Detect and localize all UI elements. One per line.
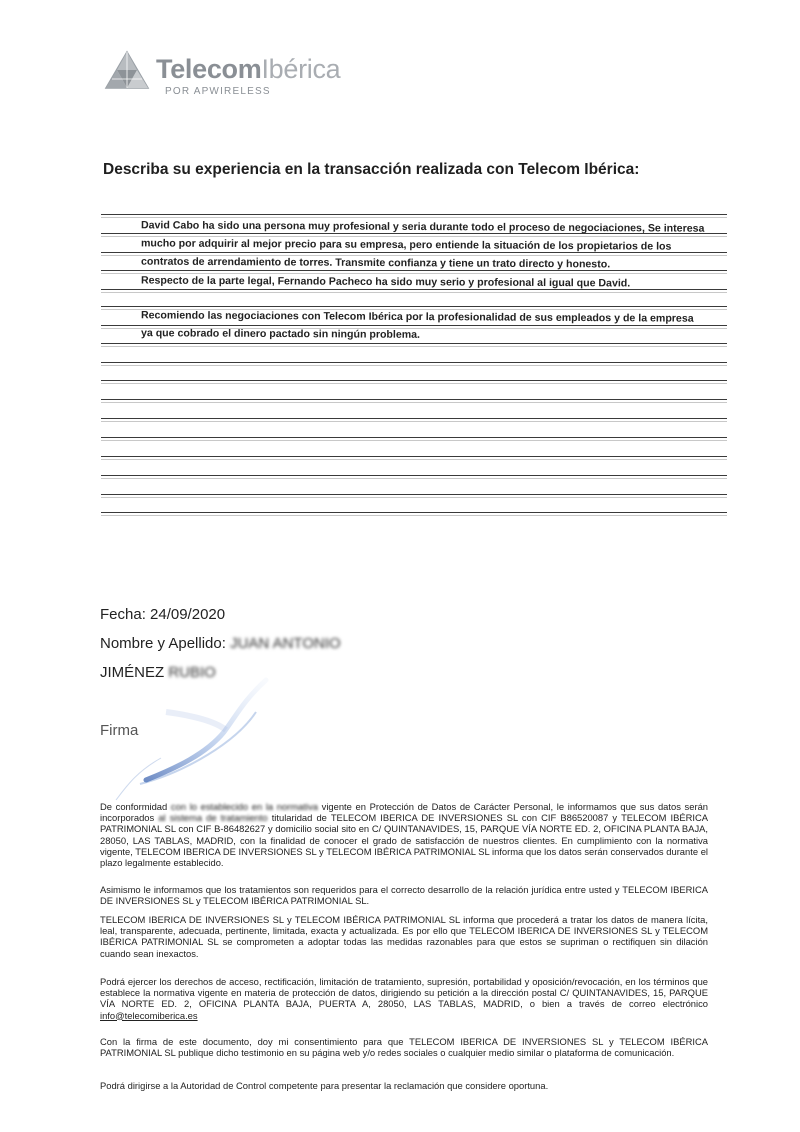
logo-emblem-icon xyxy=(104,50,150,96)
privacy-text: De conformidad xyxy=(100,801,168,812)
name-label: Nombre y Apellido: xyxy=(100,635,226,652)
ruled-line xyxy=(101,399,727,400)
name-field xyxy=(100,635,341,652)
ruled-line xyxy=(101,437,727,438)
answer-line: contratos de arrendamiento de torres. Transmite confianza y tiene un trato directo y honesto. xyxy=(140,255,611,271)
name-value: JUAN ANTONIO xyxy=(230,635,341,652)
answer-line: Respecto de la parte legal, Fernando Pacheco ha sido muy serio y profesional al igual que David. xyxy=(140,274,631,290)
privacy-text: titularidad de TELECOM IBERICA DE INVERSIONES SL con CIF B86520087 y TELECOM IBÉRICA PATRIMONIAL SL con CIF B-86482627 y domicilio social sito en C/ QUINTANAVIDES, 15, PARQUE VÍA NORTE ED. 2, OFICINA PLANTA BAJA, 28050, LAS TABLAS, MADRID, con la finalidad de conocer el grado de satisfacción de nuestros clientes. En cumplimiento con la normativa vigente, TELECOM IBERICA DE INVERSIONES SL y TELECOM IBÉRICA PATRIMONIAL SL informa que los datos serán conservados durante el plazo legalmente establecido. xyxy=(100,812,709,869)
ruled-line xyxy=(101,325,727,326)
ruled-line xyxy=(101,289,727,290)
privacy-text-blurred: al sistema de tratamiento xyxy=(158,812,268,824)
ruled-line xyxy=(101,418,727,419)
ruled-line xyxy=(101,475,727,476)
logo-tagline: POR APWIRELESS xyxy=(165,86,271,97)
ruled-line xyxy=(101,214,727,215)
contact-email-link[interactable]: info@telecomiberica.es xyxy=(100,1009,198,1021)
answer-line: mucho por adquirir al mejor precio para su empresa, pero entiende la situación de los propietarios de los xyxy=(140,237,672,253)
ruled-line xyxy=(101,512,727,513)
privacy-text: Podrá ejercer los derechos de acceso, rectificación, limitación de tratamiento, supresión, portabilidad y oposición/revocación, en los términos que establece la normativa vigente en materia de protección de datos, dirigiendo su petición a la dirección postal C/ QUINTANAVIDES, 15, PARQUE VÍA NORTE ED. 2, OFICINA PLANTA BAJA, PUERTA A, 28050, LAS TABLAS, MADRID, o bien a través de correo electrónico xyxy=(100,976,708,1010)
privacy-paragraph-5: Con la firma de este documento, doy mi consentimiento para que TELECOM IBERICA DE INVERSIONES SL y TELECOM IBÉRICA PATRIMONIAL SL publique dicho testimonio en su página web y/o redes sociales o cualquier medio similar o plataforma de comunicación. xyxy=(100,1036,708,1059)
answer-line: ya que cobrado el dinero pactado sin ningún problema. xyxy=(140,327,421,341)
answer-line: David Cabo ha sido una persona muy profesional y seria durante todo el proceso de negociaciones, Se interesa xyxy=(140,219,705,235)
ruled-line xyxy=(101,494,727,495)
survey-question: Describa su experiencia en la transacción realizada con Telecom Ibérica: xyxy=(103,161,640,178)
privacy-paragraph-3: TELECOM IBERICA DE INVERSIONES SL y TELECOM IBÉRICA PATRIMONIAL SL informa que procederá a tratar los datos de manera lícita, leal, transparente, adecuada, pertinente, limitada, exacta y actualizada. Es por ello que TELECOM IBERICA DE INVERSIONES SL y TELECOM IBÉRICA PATRIMONIAL SL se comprometen a adoptar todas las medidas razonables para que estos se supriman o rectifiquen sin dilación cuando sean inexactos. xyxy=(100,914,708,959)
logo-brand-light: Ibérica xyxy=(261,54,341,84)
privacy-text-blurred: con lo establecido en la normativa xyxy=(170,801,318,812)
privacy-paragraph-6: Podrá dirigirse a la Autoridad de Control competente para presentar la reclamación que considere oportuna. xyxy=(100,1080,549,1091)
ruled-line xyxy=(101,270,727,271)
company-logo xyxy=(104,50,364,102)
surname-second: RUBIO xyxy=(168,664,216,681)
date-field: Fecha: 24/09/2020 xyxy=(100,606,226,623)
signature-scribble xyxy=(106,672,306,812)
privacy-paragraph-4 xyxy=(100,976,708,1021)
answer-line: Recomiendo las negociaciones con Telecom Ibérica por la profesionalidad de sus empleados y de la empresa xyxy=(140,309,694,325)
logo-brand-bold: Telecom xyxy=(156,54,262,84)
privacy-paragraph-2: Asimismo le informamos que los tratamientos son requeridos para el correcto desarrollo de la relación jurídica entre usted y TELECOM IBERICA DE INVERSIONES SL y TELECOM IBÉRICA PATRIMONIAL SL. xyxy=(100,884,708,907)
ruled-line xyxy=(101,306,727,307)
ruled-line xyxy=(101,362,727,363)
ruled-line xyxy=(101,380,727,381)
signature-label: Firma xyxy=(100,722,139,739)
privacy-paragraph-1 xyxy=(100,801,708,868)
privacy-text: vigente en Protección de Datos de Carácter Personal, le informamos que sus datos serán incorporados xyxy=(100,801,708,824)
ruled-line xyxy=(101,343,727,344)
logo-wordmark xyxy=(156,54,340,84)
surname-first: JIMÉNEZ xyxy=(100,664,165,681)
ruled-line xyxy=(101,456,727,457)
